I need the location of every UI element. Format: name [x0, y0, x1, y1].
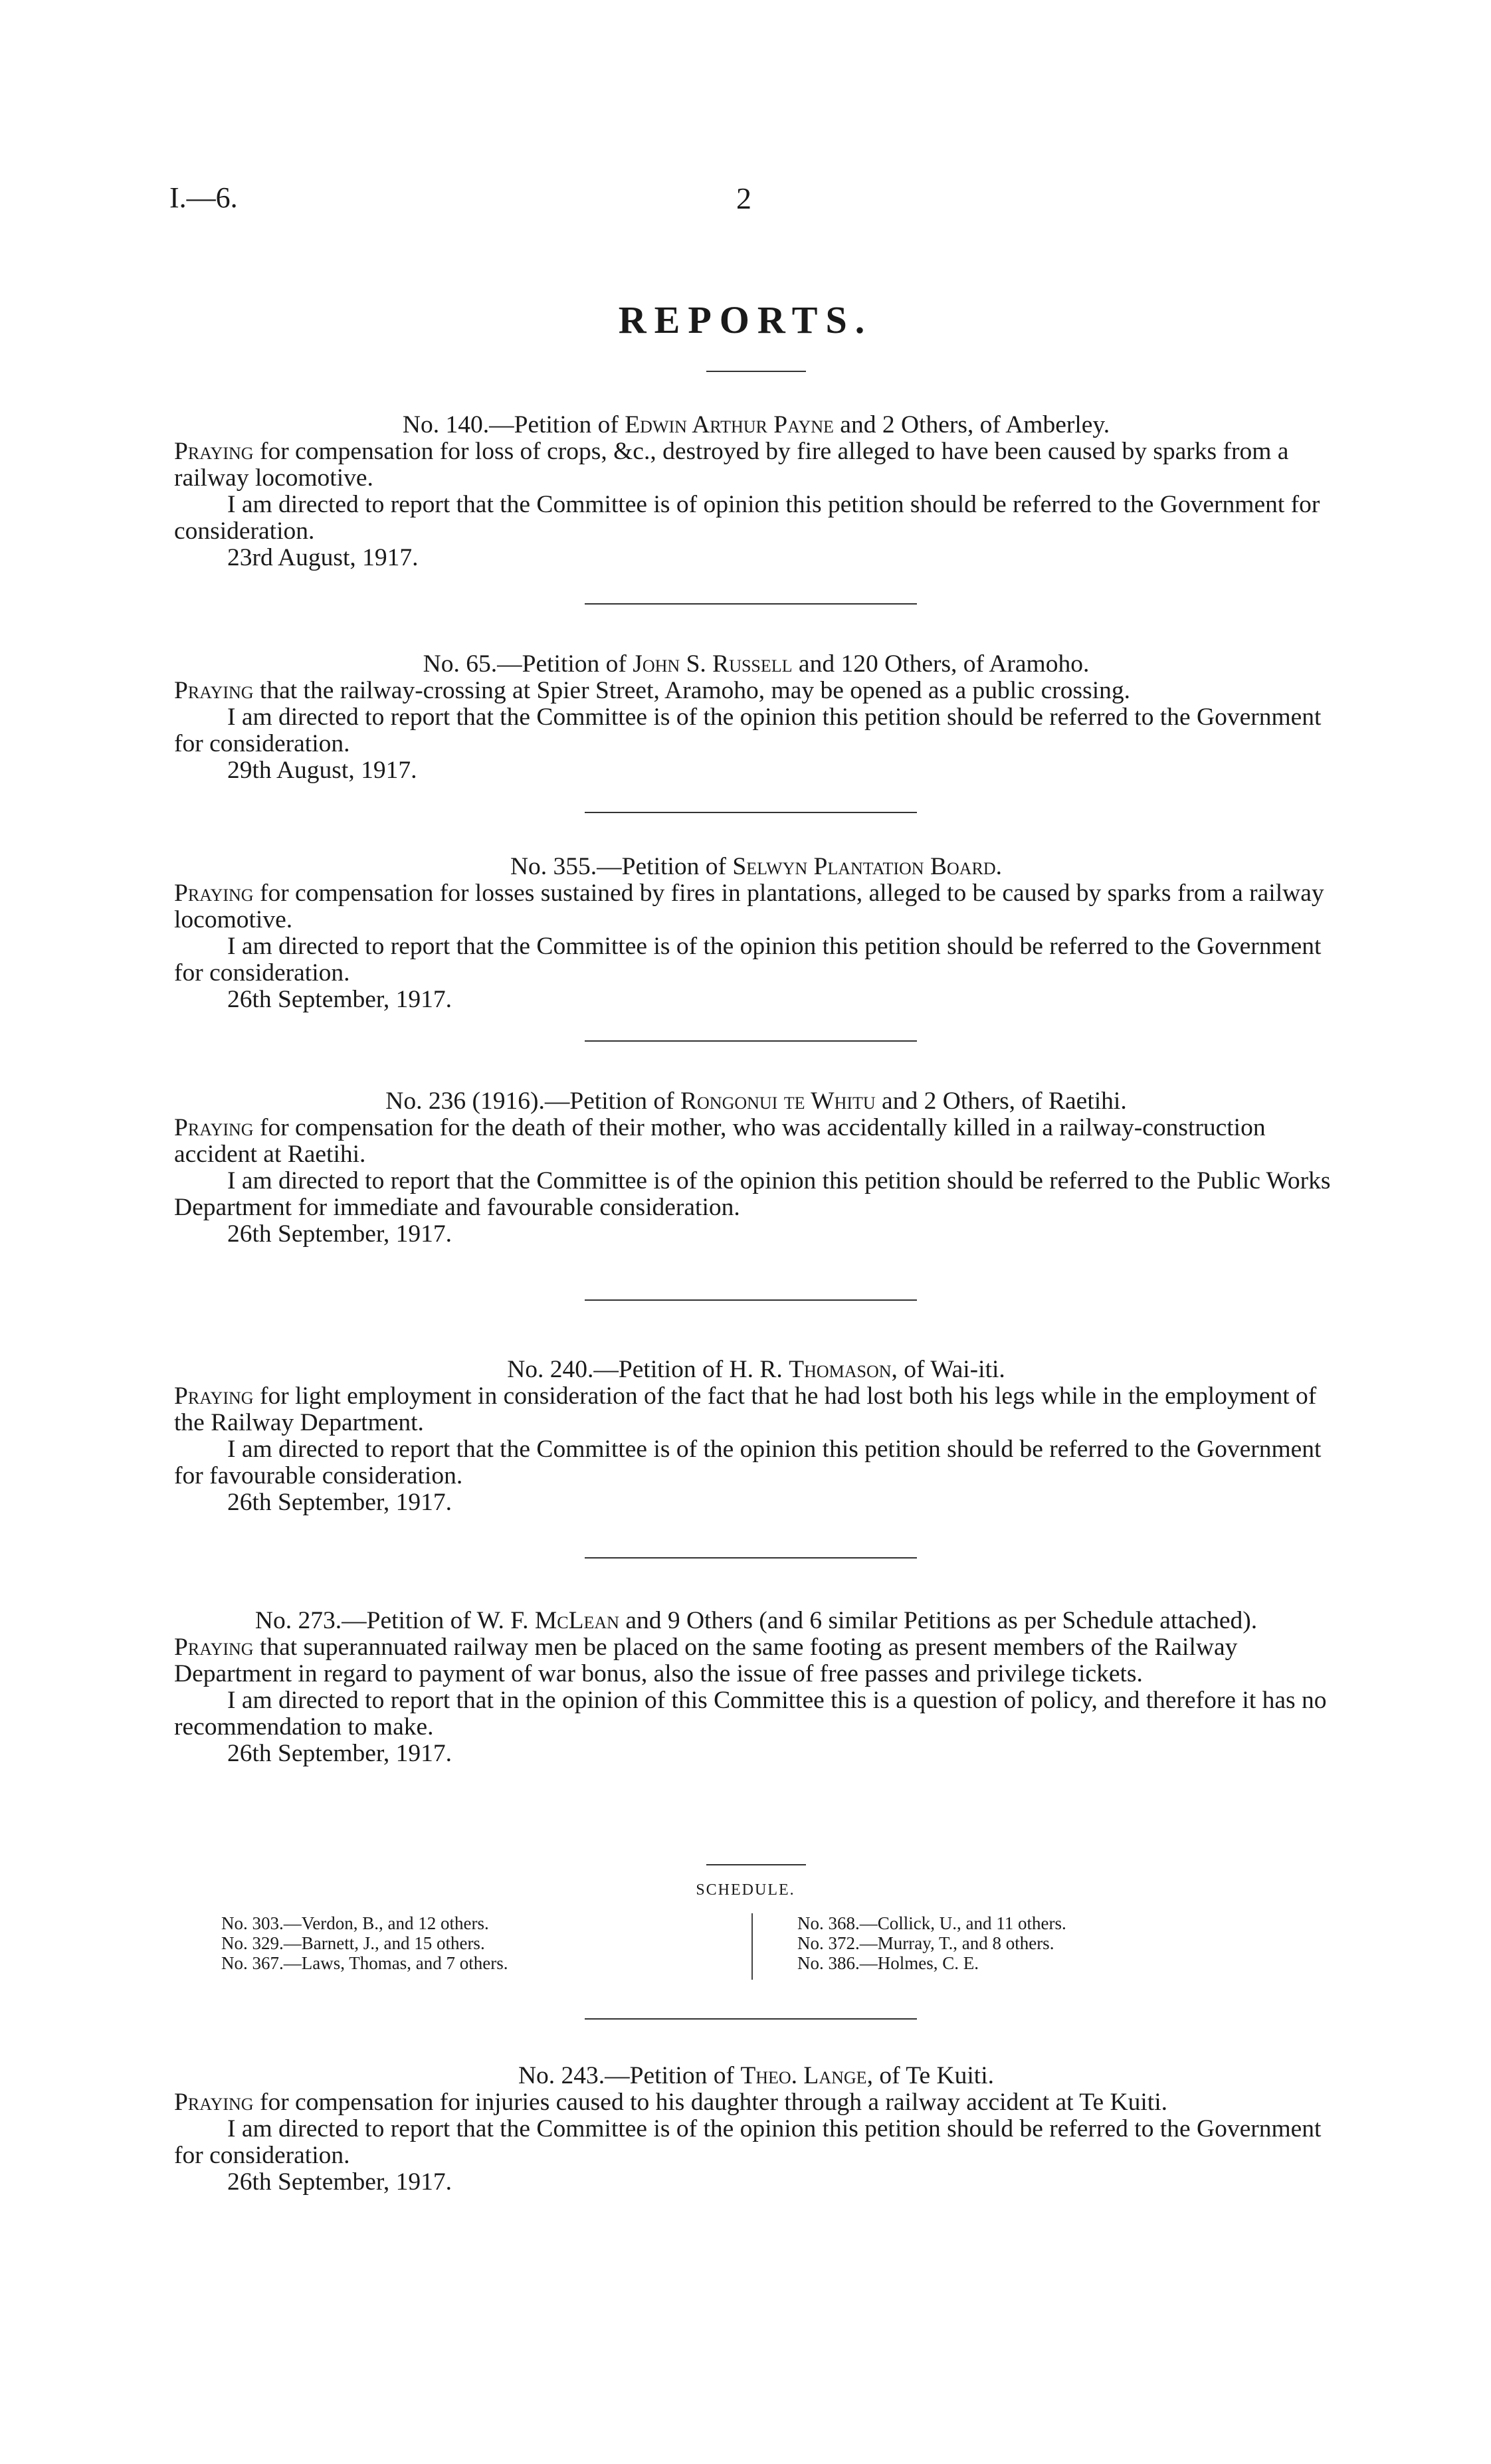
petition-heading: No. 240.—Petition of H. R. Thomason, of Wai-iti. — [507, 1356, 1005, 1383]
petition-praying: Praying for light employment in consideration of the fact that he had lost both his legs while in the employment of the Railway Department. — [174, 1382, 1317, 1436]
petition-praying: Praying for compensation for loss of crops, &c., destroyed by fire alleged to have been caused by sparks from a railway locomotive. — [174, 438, 1289, 492]
section-rule — [585, 2018, 917, 2020]
petition-heading: No. 355.—Petition of Selwyn Plantation Board. — [510, 853, 1003, 880]
schedule-right-column — [797, 1913, 1066, 1973]
petition-praying: Praying for compensation for losses sustained by fires in plantations, alleged to be caused by sparks from a railway locomotive. — [174, 880, 1324, 933]
page-title: REPORTS. — [618, 298, 873, 341]
petition-praying: Praying that the railway-crossing at Spier Street, Aramoho, may be opened as a public crossing. — [174, 677, 1131, 704]
petition-heading: No. 140.—Petition of Edwin Arthur Payne and 2 Others, of Amberley. — [402, 411, 1110, 438]
petition-praying: Praying for compensation for the death of their mother, who was accidentally killed in a railway-construction accident at Raetihi. — [174, 1114, 1266, 1168]
section-rule — [585, 603, 917, 605]
section-rule — [706, 1864, 806, 1865]
section-rule — [585, 1557, 917, 1559]
petition-140 — [174, 412, 1338, 571]
petition-240 — [174, 1357, 1338, 1516]
schedule-entry: No. 386.—Holmes, C. E. — [797, 1953, 979, 1973]
schedule-entry: No. 372.—Murray, T., and 8 others. — [797, 1933, 1054, 1953]
petition-heading: No. 65.—Petition of John S. Russell and 120 Others, of Aramoho. — [423, 650, 1090, 678]
section-rule — [585, 812, 917, 813]
committee-report: I am directed to report that the Committee is of opinion this petition should be referred to the Government for consideration. — [174, 491, 1320, 545]
report-date: 26th September, 1917. — [227, 1489, 452, 1516]
petition-praying: Praying that superannuated railway men be placed on the same footing as present members of the Railway Department in regard to payment of war bonus, also the issue of free passes and privilege tickets. — [174, 1634, 1238, 1687]
page-number: 2 — [736, 181, 751, 215]
schedule-entry: No. 368.—Collick, U., and 11 others. — [797, 1913, 1066, 1933]
committee-report: I am directed to report that the Committee is of the opinion this petition should be referred to the Government for consideration. — [174, 933, 1322, 987]
petition-236 — [174, 1088, 1338, 1248]
petition-heading: No. 236 (1916).—Petition of Rongonui te Whitu and 2 Others, of Raetihi. — [385, 1088, 1127, 1115]
petition-heading: No. 243.—Petition of Theo. Lange, of Te Kuiti. — [518, 2062, 995, 2089]
petition-273 — [174, 1608, 1338, 1767]
committee-report: I am directed to report that the Committee is of the opinion this petition should be referred to the Government for consideration. — [174, 704, 1322, 757]
schedule-entry: No. 303.—Verdon, B., and 12 others. — [221, 1913, 489, 1933]
petition-355 — [174, 854, 1338, 1013]
report-date: 29th August, 1917. — [227, 757, 417, 784]
report-date: 26th September, 1917. — [227, 2168, 452, 2196]
petition-65 — [174, 651, 1338, 784]
committee-report: I am directed to report that in the opinion of this Committee this is a question of policy, and therefore it has no recommendation to make. — [174, 1687, 1327, 1741]
committee-report: I am directed to report that the Committee is of the opinion this petition should be referred to the Government for consideration. — [174, 2115, 1322, 2169]
petition-heading: No. 273.—Petition of W. F. McLean and 9 Others (and 6 similar Petitions as per Schedule attached). — [254, 1607, 1258, 1634]
petition-praying: Praying for compensation for injuries caused to his daughter through a railway accident at Te Kuiti. — [174, 2089, 1168, 2116]
report-date: 26th September, 1917. — [227, 986, 452, 1013]
committee-report: I am directed to report that the Committee is of the opinion this petition should be referred to the Public Works Department for immediate and favourable consideration. — [174, 1167, 1331, 1221]
schedule-title: SCHEDULE. — [696, 1881, 795, 1899]
petition-243 — [174, 2063, 1338, 2196]
title-rule — [706, 371, 806, 372]
report-date: 26th September, 1917. — [227, 1740, 452, 1767]
document-reference: I.—6. — [169, 181, 238, 214]
report-date: 23rd August, 1917. — [227, 544, 419, 571]
schedule-entry: No. 329.—Barnett, J., and 15 others. — [221, 1933, 485, 1953]
schedule-left-column — [221, 1913, 508, 1973]
committee-report: I am directed to report that the Committee is of the opinion this petition should be referred to the Government for favourable consideration. — [174, 1436, 1322, 1489]
section-rule — [585, 1299, 917, 1301]
section-rule — [585, 1040, 917, 1042]
report-date: 26th September, 1917. — [227, 1220, 452, 1248]
schedule-entry: No. 367.—Laws, Thomas, and 7 others. — [221, 1953, 508, 1973]
schedule-divider — [751, 1913, 753, 1980]
